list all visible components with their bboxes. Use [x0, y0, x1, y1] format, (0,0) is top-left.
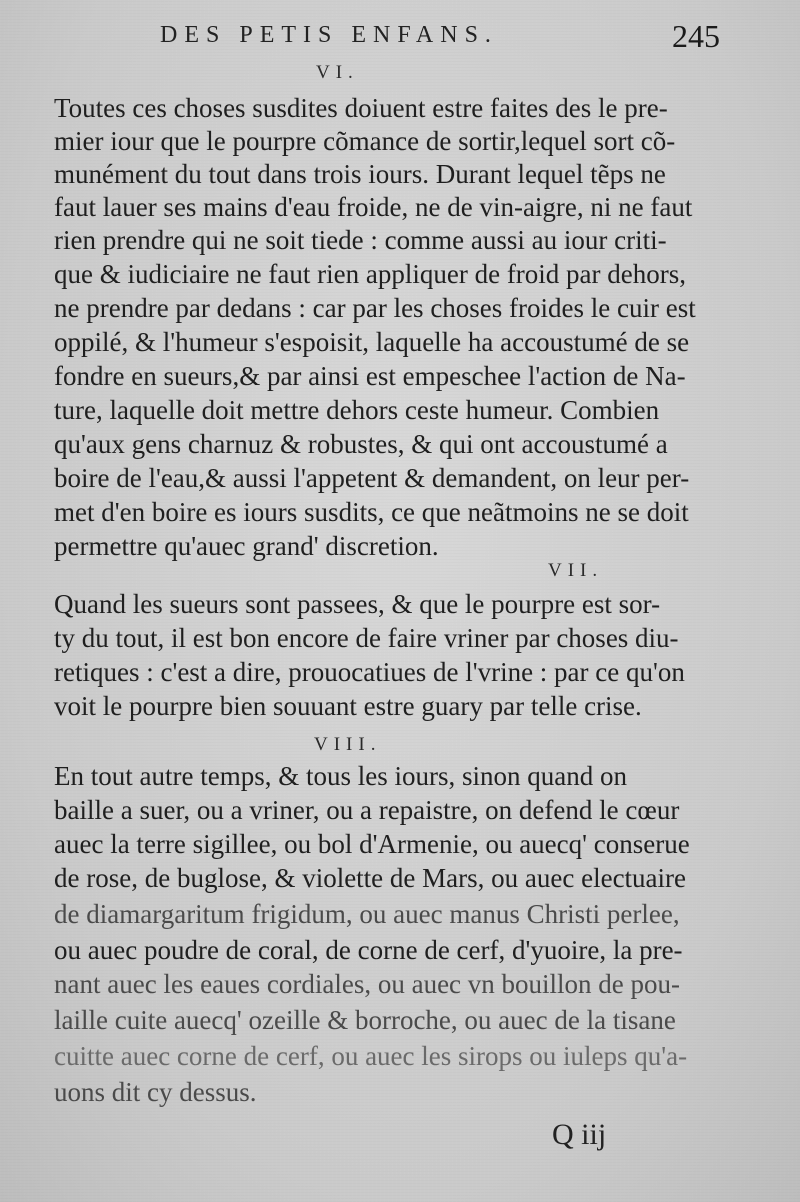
paragraph-line: rien prendre qui ne soit tiede : comme aussi au iour criti- [54, 225, 667, 255]
paragraph-line: Quand les sueurs sont passees, & que le pourpre est sor- [54, 589, 661, 619]
section-number-vii: VII. [548, 560, 604, 581]
paragraph-line: retiques : c'est a dire, prouocatiues de l'vrine : par ce qu'on [54, 657, 685, 687]
paragraph-line: oppilé, & l'humeur s'espoisit, laquelle ha accoustumé de se [54, 327, 690, 357]
paragraph-line: met d'en boire es iours susdits, ce que neãtmoins ne se doit [54, 497, 689, 527]
paragraph-line: permettre qu'auec grand' discretion. [54, 531, 439, 561]
paragraph-line: munément du tout dans trois iours. Durant lequel tẽps ne [54, 159, 666, 189]
paragraph-line: baille a suer, ou a vriner, ou a repaistre, on defend le cœur [54, 795, 680, 825]
page-number: 245 [672, 18, 720, 54]
paragraph-line: En tout autre temps, & tous les iours, sinon quand on [54, 761, 627, 791]
paragraph-line: ture, laquelle doit mettre dehors ceste humeur. Combien [54, 395, 660, 425]
paragraph-line: fondre en sueurs,& par ainsi est empeschee l'action de Na- [54, 361, 686, 391]
paragraph-line: cuitte auec corne de cerf, ou auec les sirops ou iuleps qu'a- [54, 1041, 688, 1071]
signature-mark: Q iij [552, 1118, 607, 1151]
section-number-viii: VIII. [314, 734, 382, 755]
paragraph-line: nant auec les eaues cordiales, ou auec vn bouillon de pou- [54, 969, 681, 999]
section-number-vi: VI. [316, 62, 359, 83]
paragraph-line: ty du tout, il est bon encore de faire vriner par choses diu- [54, 623, 679, 653]
paragraph-line: Toutes ces choses susdites doiuent estre faites des le pre- [54, 93, 668, 123]
paragraph-line: boire de l'eau,& aussi l'appetent & demandent, on leur per- [54, 463, 690, 493]
paragraph-line: laille cuite auecq' ozeille & borroche, ou auec de la tisane [54, 1005, 676, 1035]
paragraph-line: de rose, de buglose, & violette de Mars, ou auec electuaire [54, 863, 687, 893]
paragraph-line: uons dit cy dessus. [54, 1077, 257, 1107]
paragraph-line: que & iudiciaire ne faut rien appliquer de froid par dehors, [54, 259, 687, 289]
paragraph-line: faut lauer ses mains d'eau froide, ne de vin-aigre, ni ne faut [54, 192, 693, 222]
paragraph-line: mier iour que le pourpre cõmance de sortir,lequel sort cõ- [54, 126, 676, 156]
paragraph-line: qu'aux gens charnuz & robustes, & qui ont accoustumé a [54, 429, 668, 459]
paragraph-line: de diamargaritum frigidum, ou auec manus Christi perlee, [54, 899, 680, 929]
running-title: DES PETIS ENFANS. [160, 22, 498, 48]
paragraph-line: ou auec poudre de coral, de corne de cerf, d'yuoire, la pre- [54, 935, 683, 965]
paragraph-line: voit le pourpre bien souuant estre guary par telle crise. [54, 691, 642, 721]
paragraph-line: ne prendre par dedans : car par les choses froides le cuir est [54, 293, 696, 323]
paragraph-line: auec la terre sigillee, ou bol d'Armenie, ou auecq' conserue [54, 829, 690, 859]
